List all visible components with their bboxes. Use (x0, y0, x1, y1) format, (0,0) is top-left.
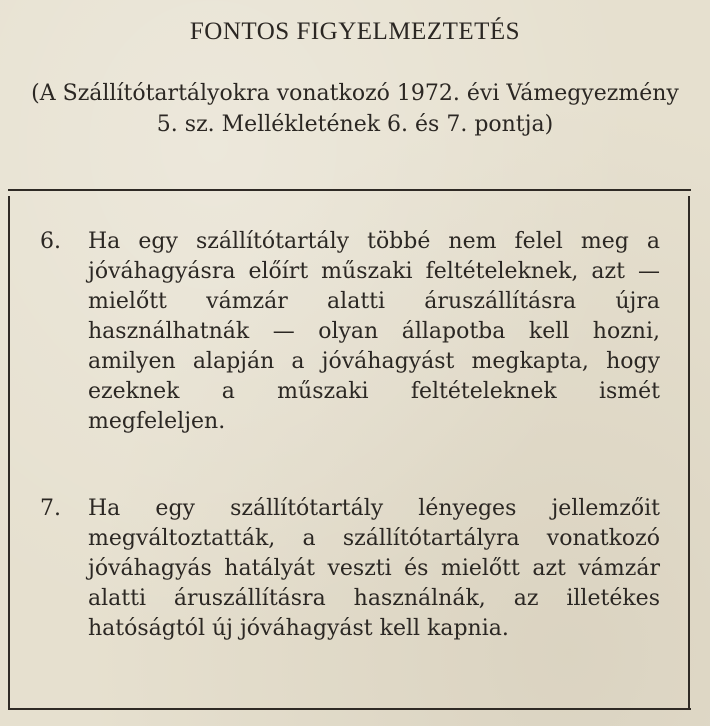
item-text: Ha egy szállítótartály lényeges jellemzőit megváltoztatták, a szállítótartályra vonatkozó jóváhagyás hatályát veszti és mielőtt azt vámzár alatti áruszállításra használnák, az illetékes hatóságtól új jóváhagyást kell kapnia. (88, 496, 660, 641)
notice-item-7 (40, 494, 660, 644)
item-text: Ha egy szállítótartály többé nem felel meg a jóváhagyásra előírt műszaki feltételeknek, azt — mielőtt vámzár alatti áruszállításra újra használhatnák — olyan állapotba kell hozni, amilyen alapján a jóváhagyást megkapta, hogy ezeknek a műszaki feltételeknek ismét megfeleljen. (88, 229, 660, 434)
notice-item-6 (40, 227, 660, 437)
bottom-rule (8, 708, 691, 710)
document-title: FONTOS FIGYELMEZTETÉS (189, 18, 521, 45)
top-rule (8, 189, 691, 191)
document-subtitle: (A Szállítótartályokra vonatkozó 1972. évi Vámegyezmény 5. sz. Mellékletének 6. és 7. pontja) (31, 81, 679, 137)
item-number: 6. (40, 229, 61, 254)
item-number: 7. (40, 496, 61, 521)
